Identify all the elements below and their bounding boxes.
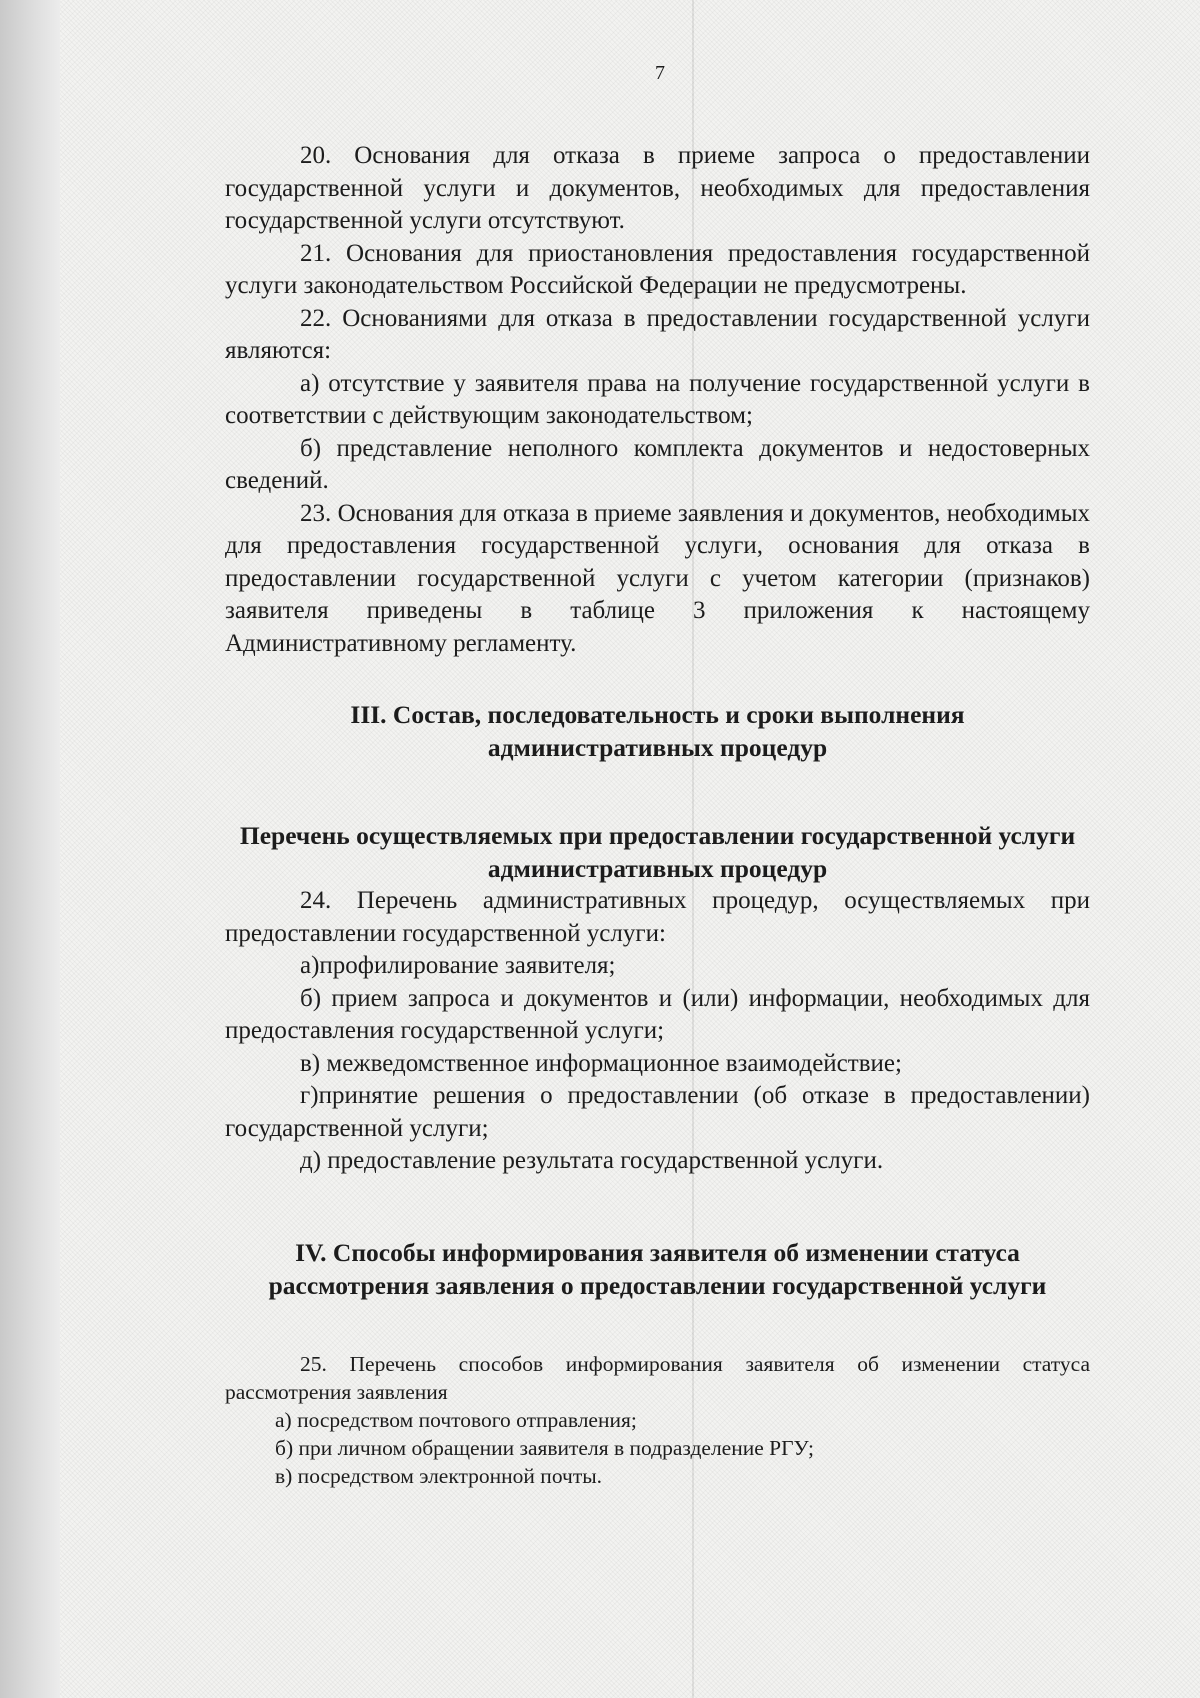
paragraph-22: 22. Основаниями для отказа в предоставлении государственной услуги являются:	[225, 304, 1090, 364]
section-3-heading-line-2: административных процедур	[487, 733, 828, 762]
paragraph-24-item-g: г)принятие решения о предоставлении (об отказе в предоставлении) государственной услуги;	[225, 1082, 1090, 1142]
paragraph-25-item-b: б) при личном обращении заявителя в подразделение РГУ;	[275, 1435, 814, 1460]
paragraph-21: 21. Основания для приостановления предоставления государственной услуги законодательством Российской Федерации не предусмотрены.	[225, 239, 1090, 299]
paragraph-24: 24. Перечень административных процедур, осуществляемых при предоставлении государственной услуги:	[225, 887, 1090, 947]
paragraph-20: 20. Основания для отказа в приеме запроса о предоставлении государственной услуги и документов, необходимых для предоставления государственной услуги отсутствуют.	[225, 142, 1090, 234]
paragraph-24-item-a: а)профилирование заявителя;	[300, 952, 616, 979]
paragraph-23: 23. Основания для отказа в приеме заявления и документов, необходимых для предоставления государственной услуги, основания для отказа в предоставлении государственной услуги с учетом категории (признаков) заявителя приведены в таблице 3 приложения к настоящему Административному регламенту.	[225, 499, 1090, 657]
paragraph-25-item-a: а) посредством почтового отправления;	[275, 1407, 637, 1432]
section-4-heading-line-2: рассмотрения заявления о предоставлении государственной услуги	[268, 1270, 1047, 1300]
section-4-heading	[225, 1236, 1090, 1302]
paragraph-24-item-b: б) прием запроса и документов и (или) информации, необходимых для предоставления государственной услуги;	[225, 984, 1090, 1044]
section-4-heading-line-1: IV. Способы информирования заявителя об изменении статуса	[295, 1237, 1020, 1267]
section-3-heading	[225, 698, 1090, 764]
procedures-list-heading-line-2: административных процедур	[487, 854, 828, 883]
procedures-list-heading-line-1: Перечень осуществляемых при предоставлении государственной услуги	[239, 821, 1076, 850]
paragraph-22-item-b: б) представление неполного комплекта документов и недостоверных сведений.	[225, 434, 1090, 494]
paragraph-25: 25. Перечень способов информирования заявителя об изменении статуса рассмотрения заявления	[225, 1351, 1090, 1404]
document-body	[225, 140, 1090, 1490]
paragraph-22-item-a: а) отсутствие у заявителя права на получение государственной услуги в соответствии с действующим законодательством;	[225, 369, 1090, 429]
page-number: 7	[655, 62, 665, 84]
procedures-list-heading	[225, 819, 1090, 885]
paragraph-25-item-v: в) посредством электронной почты.	[275, 1463, 603, 1488]
section-3-heading-line-1: III. Состав, последовательность и сроки выполнения	[350, 700, 965, 729]
paragraph-24-item-v: в) межведомственное информационное взаимодействие;	[300, 1049, 902, 1077]
paragraph-24-item-d: д) предоставление результата государственной услуги.	[300, 1147, 884, 1174]
scan-left-edge	[0, 0, 60, 1698]
